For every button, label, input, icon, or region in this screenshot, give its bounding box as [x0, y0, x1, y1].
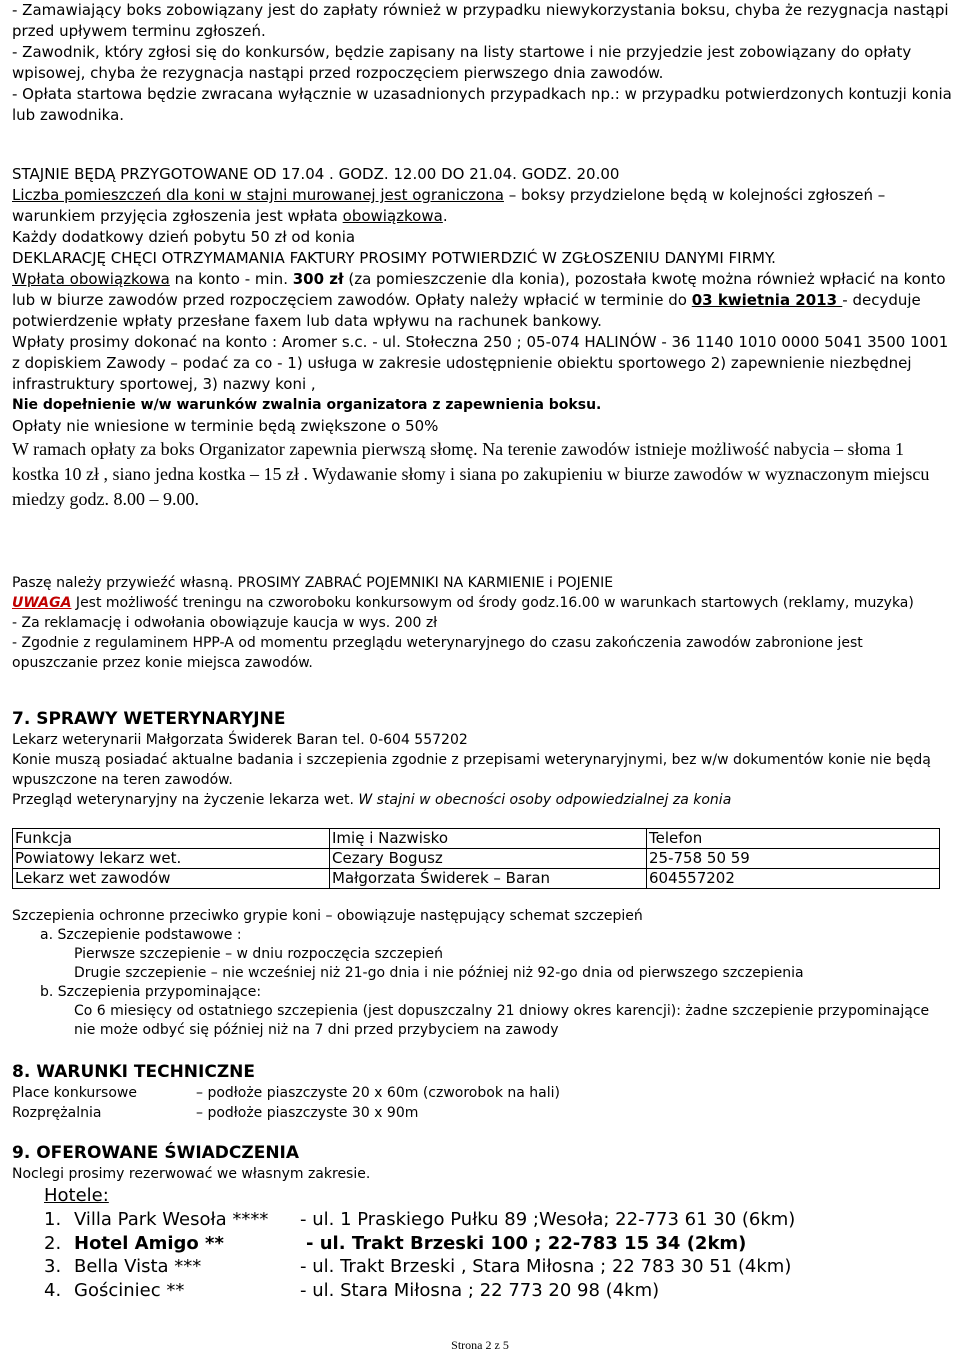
- stables-heading: STAJNIE BĘDĄ PRZYGOTOWANE OD 17.04 . GODZ. 12.00 DO 21.04. GODZ. 20.00: [12, 165, 620, 183]
- stables-limit: [12, 185, 952, 227]
- vet-documents: Konie muszą posiadać aktualne badania i szczepienia zgodnie z przepisami weterynaryjnymi, bez w/w dokumentów konie nie będą wpuszczone na teren zawodów.: [12, 752, 931, 788]
- list-item: [44, 1232, 952, 1256]
- warning-label: UWAGA: [12, 595, 72, 611]
- payment-amount: 300 zł: [292, 270, 344, 288]
- vet-table-wrap: [12, 828, 952, 889]
- tech-warmup-value: – podłoże piaszczyste 30 x 90m: [196, 1105, 419, 1121]
- payment-text-c: (za pomieszczenie dla konia), pozostała kwotę można również wpłacić na konto lub w biurze zawodów przed rozpoczęciem zawodów. Opłaty należy wpłacić w terminie do: [12, 270, 946, 309]
- misc-section: [12, 573, 952, 673]
- table-cell: 25-758 50 59: [647, 849, 940, 869]
- tech-warmup-label: Rozprężalnia: [12, 1105, 102, 1121]
- hotel-list: [12, 1208, 952, 1302]
- table-header-cell: Funkcja: [13, 829, 330, 849]
- payment-obligatory: Wpłata obowiązkowa: [12, 270, 170, 288]
- extra-day-fee: Każdy dodatkowy dzień pobytu 50 zł od konia: [12, 228, 356, 246]
- training-notice: [12, 593, 952, 613]
- hotel-number: 2.: [44, 1232, 62, 1254]
- page-footer: Strona 2 z 5: [451, 1338, 509, 1352]
- late-fee: Opłaty nie wniesione w terminie będą zwiększone o 50%: [12, 417, 439, 435]
- vaccination-a-label: a. Szczepienie podstawowe :: [40, 927, 242, 943]
- hotel-name: Bella Vista ***: [74, 1256, 202, 1277]
- hotel-name: Hotel Amigo **: [74, 1232, 224, 1254]
- hotel-address: - ul. Trakt Brzeski 100 ; 22-783 15 34 (2km): [306, 1232, 747, 1254]
- table-header-cell: Telefon: [647, 829, 940, 849]
- training-text: Jest możliwość treningu na czworoboku konkursowym od środy godz.16.00 w warunkach startowych (reklamy, muzyka): [71, 595, 914, 611]
- stables-limit-obligatory: obowiązkowa: [342, 207, 443, 225]
- table-header-cell: Imię i Nazwisko: [330, 829, 647, 849]
- list-item: [44, 1255, 952, 1279]
- feed-notice: Paszę należy przywieźć własną. PROSIMY ZABRAĆ POJEMNIKI NA KARMIENIE i POJENIE: [12, 575, 614, 591]
- vet-inspection-b: W stajni w obecności osoby odpowiedzialnej za konia: [358, 792, 732, 808]
- stables-limit-text: – boksy przydzielone będą w kolejności zgłoszeń – warunkiem przyjęcia zgłoszenia jest wpłata: [12, 186, 886, 225]
- vet-inspection: [12, 790, 952, 810]
- vaccination-section: [12, 906, 952, 1040]
- vaccination-b1: Co 6 miesięcy od ostatniego szczepienia (jest dopuszczalny 21 dniowy okres karencji): żadne szczepienie przypominające nie może odbyć się później niż na 7 dni przed przybyciem na zawody: [74, 1003, 930, 1038]
- offer-note: Noclegi prosimy rezerwować we własnym zakresie.: [12, 1166, 371, 1182]
- payment-deadline: 03 kwietnia 2013: [691, 291, 843, 309]
- tech-arena-label: Place konkursowe: [12, 1085, 137, 1101]
- vet-inspection-a: Przegląd weterynaryjny na życzenie lekarza wet.: [12, 792, 359, 808]
- intro-section: [12, 0, 952, 126]
- hotels-title: Hotele:: [44, 1185, 109, 1206]
- intro-paragraph-1: - Zamawiający boks zobowiązany jest do zapłaty również w przypadku niewykorzystania boksu, chyba że rezygnacja nastąpi przed upływem terminu zgłoszeń.: [12, 1, 949, 40]
- tech-row-warmup: [12, 1103, 952, 1123]
- table-row: [13, 849, 940, 869]
- invoice-notice: DEKLARACJĘ CHĘCI OTRZYMAMANIA FAKTURY PROSIMY POTWIERDZIĆ W ZGŁOSZENIU DANYMI FIRMY.: [12, 249, 776, 267]
- stables-limit-underlined: Liczba pomieszczeń dla koni w stajni murowanej jest ograniczona: [12, 186, 504, 204]
- hotel-address: - ul. Stara Miłosna ; 22 773 20 98 (4km): [300, 1279, 660, 1301]
- vet-contacts-table: [12, 828, 940, 889]
- transfer-note: z dopiskiem Zawody – podać za co - 1) usługa w zakresie udostępnienie obiektu sportowego 2) zapewnienie niezbędnej infrastruktury sportowej, 3) nazwy koni ,: [12, 354, 912, 393]
- stables-limit-end: .: [442, 207, 448, 225]
- deposit-notice: - Za reklamację i odwołania obowiązuje kaucja w wys. 200 zł: [12, 615, 438, 631]
- hotel-address: - ul. 1 Praskiego Pułku 89 ;Wesoła; 22-773 61 30 (6km): [300, 1209, 796, 1230]
- straw-info: W ramach opłaty za boks Organizator zapewnia pierwszą słomę. Na terenie zawodów istnieje możliwość nabycia – słoma 1 kostka 10 zł , siano jedna kostka – 15 zł . Wydawanie słomy i siana po zakupieniu w biurze zawodów w wyznaczonym miejscu miedzy godz. 8.00 – 9.00.: [12, 439, 930, 509]
- vet-heading: 7. SPRAWY WETERYNARYJNE: [12, 709, 286, 729]
- hotel-address: - ul. Trakt Brzeski , Stara Miłosna ; 22 783 30 51 (4km): [300, 1256, 792, 1277]
- table-row: [13, 869, 940, 889]
- vaccination-a2: Drugie szczepienie – nie wcześniej niż 21-go dnia i nie później niż 92-go dnia od pierwszego szczepienia: [74, 965, 804, 981]
- vaccination-intro: Szczepienia ochronne przeciwko grypie koni – obowiązuje następujący schemat szczepień: [12, 908, 643, 924]
- payment-info: [12, 269, 952, 332]
- hppa-notice: - Zgodnie z regulaminem HPP-A od momentu przeglądu weterynaryjnego do czasu zakończenia zawodów zabronione jest opuszczanie przez konie miejsca zawodów.: [12, 635, 863, 671]
- tech-section: [12, 1061, 952, 1123]
- intro-paragraph-3: - Opłata startowa będzie zwracana wyłącznie w uzasadnionych przypadkach np.: w przypadku potwierdzonych kontuzji konia lub zawodnika.: [12, 85, 952, 124]
- table-cell: 604557202: [647, 869, 940, 889]
- list-item: [44, 1208, 952, 1232]
- table-cell: Powiatowy lekarz wet.: [13, 849, 330, 869]
- tech-arena-value: – podłoże piaszczyste 20 x 60m (czworobok na hali): [196, 1085, 560, 1101]
- payment-text-a: na konto - min.: [169, 270, 293, 288]
- hotel-name: Gościniec **: [74, 1279, 185, 1301]
- vaccination-a1: Pierwsze szczepienie – w dniu rozpoczęcia szczepień: [74, 946, 444, 962]
- bank-account: Wpłaty prosimy dokonać na konto : Aromer s.c. - ul. Stołeczna 250 ; 05-074 HALINÓW - 36 1140 1010 0000 5041 3500 1001: [12, 333, 949, 351]
- tech-heading: 8. WARUNKI TECHNICZNE: [12, 1062, 255, 1082]
- offer-section: [12, 1142, 952, 1302]
- hotel-name: Villa Park Wesoła ****: [74, 1209, 269, 1230]
- table-header-row: [13, 829, 940, 849]
- table-cell: Lekarz wet zawodów: [13, 869, 330, 889]
- tech-row-arena: [12, 1083, 952, 1103]
- offer-heading: 9. OFEROWANE ŚWIADCZENIA: [12, 1143, 300, 1163]
- hotel-number: 1.: [44, 1209, 62, 1230]
- vaccination-b-label: b. Szczepienia przypominające:: [40, 984, 262, 1000]
- table-cell: Małgorzata Świderek – Baran: [330, 869, 647, 889]
- hotel-number: 3.: [44, 1256, 62, 1277]
- box-warning: Nie dopełnienie w/w warunków zwalnia organizatora z zapewnienia boksu.: [12, 397, 602, 413]
- intro-paragraph-2: - Zawodnik, który zgłosi się do konkursów, będzie zapisany na listy startowe i nie przyjedzie jest zobowiązany do opłaty wpisowej, chyba że rezygnacja nastąpi przed rozpoczęciem pierwszego dnia zawodów.: [12, 43, 912, 82]
- payment-text-d: - decyduje potwierdzenie wpłaty przesłane faxem lub data wpływu na rachunek bankowy.: [12, 291, 921, 330]
- stables-section: [12, 164, 952, 512]
- table-cell: Cezary Bogusz: [330, 849, 647, 869]
- hotel-number: 4.: [44, 1279, 62, 1301]
- vet-doctor: Lekarz weterynarii Małgorzata Świderek Baran tel. 0-604 557202: [12, 732, 468, 748]
- list-item: [44, 1279, 952, 1303]
- vet-section: [12, 708, 952, 810]
